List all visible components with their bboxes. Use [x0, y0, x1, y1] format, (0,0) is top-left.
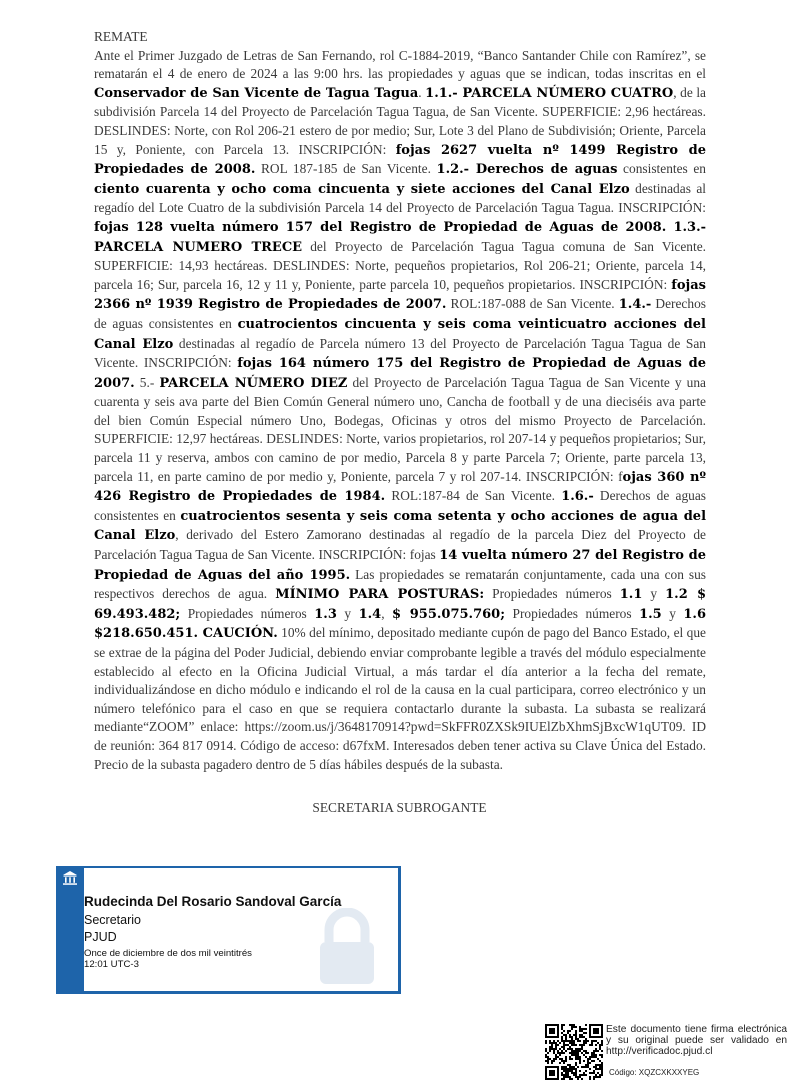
- bold-segment: $ 955.075.760;: [392, 606, 506, 622]
- secretaria-label: SECRETARIA SUBROGANTE: [312, 800, 487, 815]
- signer-role: Secretario: [84, 913, 141, 927]
- lock-icon: [316, 908, 378, 986]
- text-segment: destinadas al regadío del Lote Cuatro de la subdivisión Parcela 14 del Proyecto de Parcelación Tagua Tagua. INSCRIPCIÓN:: [94, 180, 706, 216]
- bold-segment: 1.1: [619, 587, 643, 603]
- bold-segment: fojas 128 vuelta número 157 del Registro de Propiedad de Aguas de 2008. 1.3.- PARCELA NUMERO TRECE: [94, 219, 706, 255]
- bold-segment: Conservador de San Vicente de Tagua Tagua: [94, 85, 419, 101]
- text-segment: destinadas al regadío de Parcela número 13 del Proyecto de Parcelación Tagua Tagua de San Vicente. INSCRIPCIÓN:: [94, 335, 706, 371]
- bold-segment: 14 vuelta número 27 del Registro de Propiedad de Aguas del año 1995.: [94, 548, 706, 583]
- bold-segment: 1.6 $218.650.451. CAUCIÓN.: [94, 606, 707, 642]
- text-segment: y: [642, 586, 666, 602]
- text-segment: 5.-: [134, 374, 160, 390]
- bold-segment: ojas 360 nº 426 Registro de Propiedades de 1984.: [94, 469, 706, 505]
- bold-segment: ciento cuarenta y ocho coma cincuenta y siete acciones del Canal Elzo: [94, 181, 630, 197]
- bold-segment: PARCELA NÚMERO DIEZ: [159, 375, 348, 391]
- text-segment: del Proyecto de Parcelación Tagua Tagua comuna de San Vicente. SUPERFICIE: 14,93 hectáreas. DESLINDES: Norte, pequeños propietarios, Rol 206-21; Oriente, parcela 14, parcela 16; Sur, parcela 16, 12 y 11 y, Poniente, parte parcela 10, pequeños propietarios. INSCRIPCIÓN:: [94, 238, 707, 292]
- signature-date: Once de diciembre de dos mil veintitrés: [84, 948, 252, 959]
- bold-segment: fojas 2627 vuelta nº 1499 Registro de Propiedades de 2008.: [94, 142, 706, 178]
- bold-segment: MÍNIMO PARA POSTURAS:: [275, 587, 485, 603]
- document-body: [94, 28, 706, 774]
- text-segment: Propiedades números: [484, 586, 620, 602]
- text-segment: Ante el Primer Juzgado de Letras de San Fernando, rol C-1884-2019, “Banco Santander Chile con Ramírez”, se rematarán el 4 de enero de 2024 a las 9:00 hrs. las propiedades y aguas que se indican, todas inscritas en el: [94, 47, 706, 82]
- text-segment: , derivado del Estero Zamorano destinadas al regadío de la parcela Diez del Proyecto de Parcelación Tagua Tagua de San Vicente. INSCRIPCIÓN: fojas: [94, 527, 706, 563]
- bold-segment: 1.4: [358, 606, 382, 622]
- text-segment: ROL:187-84 de San Vicente.: [385, 488, 562, 504]
- text-segment: 10% del mínimo, depositado mediante cupón de pago del Banco Estado, el que se extrae de la página del Poder Judicial, debiendo enviar comprobante legible a través del módulo especialmente establecido al efecto en la Oficina Judicial Virtual, a más tardar el día anterior a la fecha del remate, individualizándose en dicho módulo e indicando el rol de la causa en la cual participara, correo electrónico y un número telefónico para el caso en que se requiera contactarlo durante la subasta. La subasta se realizará mediante“ZOOM” enlace: https://zoom.us/j/3648170914?pwd=SkFFR0ZXSk9IUElZbXhmSjBxcW1qUT09. ID de reunión: 364 817 0914. Código de acceso: d67fxM. Interesados deben tener activa su Clave Única del Estado. Precio de la subasta pagadero dentro de 5 días hábiles después de la subasta.: [94, 625, 706, 772]
- text-segment: Las propiedades se rematarán conjuntamente, cada una con sus respectivos derechos de agua.: [94, 566, 706, 602]
- text-segment: ROL:187-088 de San Vicente.: [446, 296, 619, 312]
- bold-segment: 1.4.-: [618, 297, 652, 313]
- auction-notice-paragraph: [94, 47, 706, 775]
- text-segment: ROL 187-185 de San Vicente.: [255, 161, 437, 177]
- text-segment: ,: [381, 605, 393, 621]
- text-segment: Propiedades números: [180, 605, 315, 621]
- verification-code: Código: XQZCXKXXYEG: [609, 1068, 700, 1077]
- signature-content: [84, 868, 398, 991]
- text-segment: del Proyecto de Parcelación Tagua Tagua de San Vicente y una cuarenta y seis ava parte del Bien Común General número uno, Cancha de football y de una dieciséis ava parte del bien Común Especial número Uno, Bodegas, Oficinas y otros del mismo Proyecto de Parcelación. SUPERFICIE: 12,97 hectáreas. DESLINDES: Norte, varios propietarios, rol 207-14 y pequeños propietarios; Sur, parcela 11 y reserva, ambos con camino de por medio, Parcela 8 y parte Parcela 7; Oriente, parte parcela 13, parcela 11, en parte camino de por medio y, Poniente, parcela 7 y rol 207-14. INSCRIPCIÓN: f: [94, 374, 707, 484]
- bold-segment: 1.6.-: [561, 489, 594, 505]
- bold-segment: cuatrocientos cincuenta y seis coma veinticuatro acciones del Canal Elzo: [94, 316, 706, 352]
- qr-code-icon: [545, 1024, 603, 1080]
- text-segment: Propiedades números: [505, 605, 640, 621]
- signature-time: 12:01 UTC-3: [84, 959, 139, 970]
- bold-segment: 1.2.- Derechos de aguas: [436, 162, 618, 178]
- court-building-icon: [62, 870, 78, 886]
- text-segment: , de la subdivisión Parcela 14 del Proyecto de Parcelación Tagua Tagua, de San Vicente. SUPERFICIE: 2,96 hectáreas. DESLINDES: Norte, con Rol 206-21 estero de por medio; Sur, Lote 3 del Plano de Subdivisión; Oriente, Parcela 15 y, Poniente, con Parcela 13. INSCRIPCIÓN:: [94, 84, 706, 157]
- document-heading: REMATE: [94, 29, 148, 44]
- bold-segment: 1.3: [314, 606, 337, 622]
- bold-segment: fojas 164 número 175 del Registro de Propiedad de Aguas de 2007.: [94, 356, 706, 391]
- signature-box: [56, 866, 401, 994]
- bold-segment: 1.5: [639, 606, 662, 622]
- bold-segment: 1.1.- PARCELA NÚMERO CUATRO: [425, 85, 674, 101]
- verification-notice: Este documento tiene firma electrónica y su original puede ser validado en http://verificadoc.pjud.cl: [606, 1024, 787, 1057]
- signer-org: PJUD: [84, 930, 117, 944]
- text-segment: Derechos de aguas consistentes en: [94, 488, 706, 523]
- text-segment: y: [661, 605, 684, 621]
- text-segment: consistentes en: [617, 161, 706, 177]
- text-segment: .: [418, 84, 426, 100]
- signer-name: Rudecinda Del Rosario Sandoval García: [84, 894, 342, 909]
- bold-segment: fojas 2366 nº 1939 Registro de Propiedades de 2007.: [94, 277, 706, 313]
- text-segment: Derechos de aguas consistentes en: [94, 296, 706, 331]
- bold-segment: 1.2 $ 69.493.482;: [94, 587, 707, 622]
- bold-segment: cuatrocientos sesenta y seis coma setenta y ocho acciones de agua del Canal Elzo: [94, 508, 707, 544]
- text-segment: y: [336, 605, 359, 621]
